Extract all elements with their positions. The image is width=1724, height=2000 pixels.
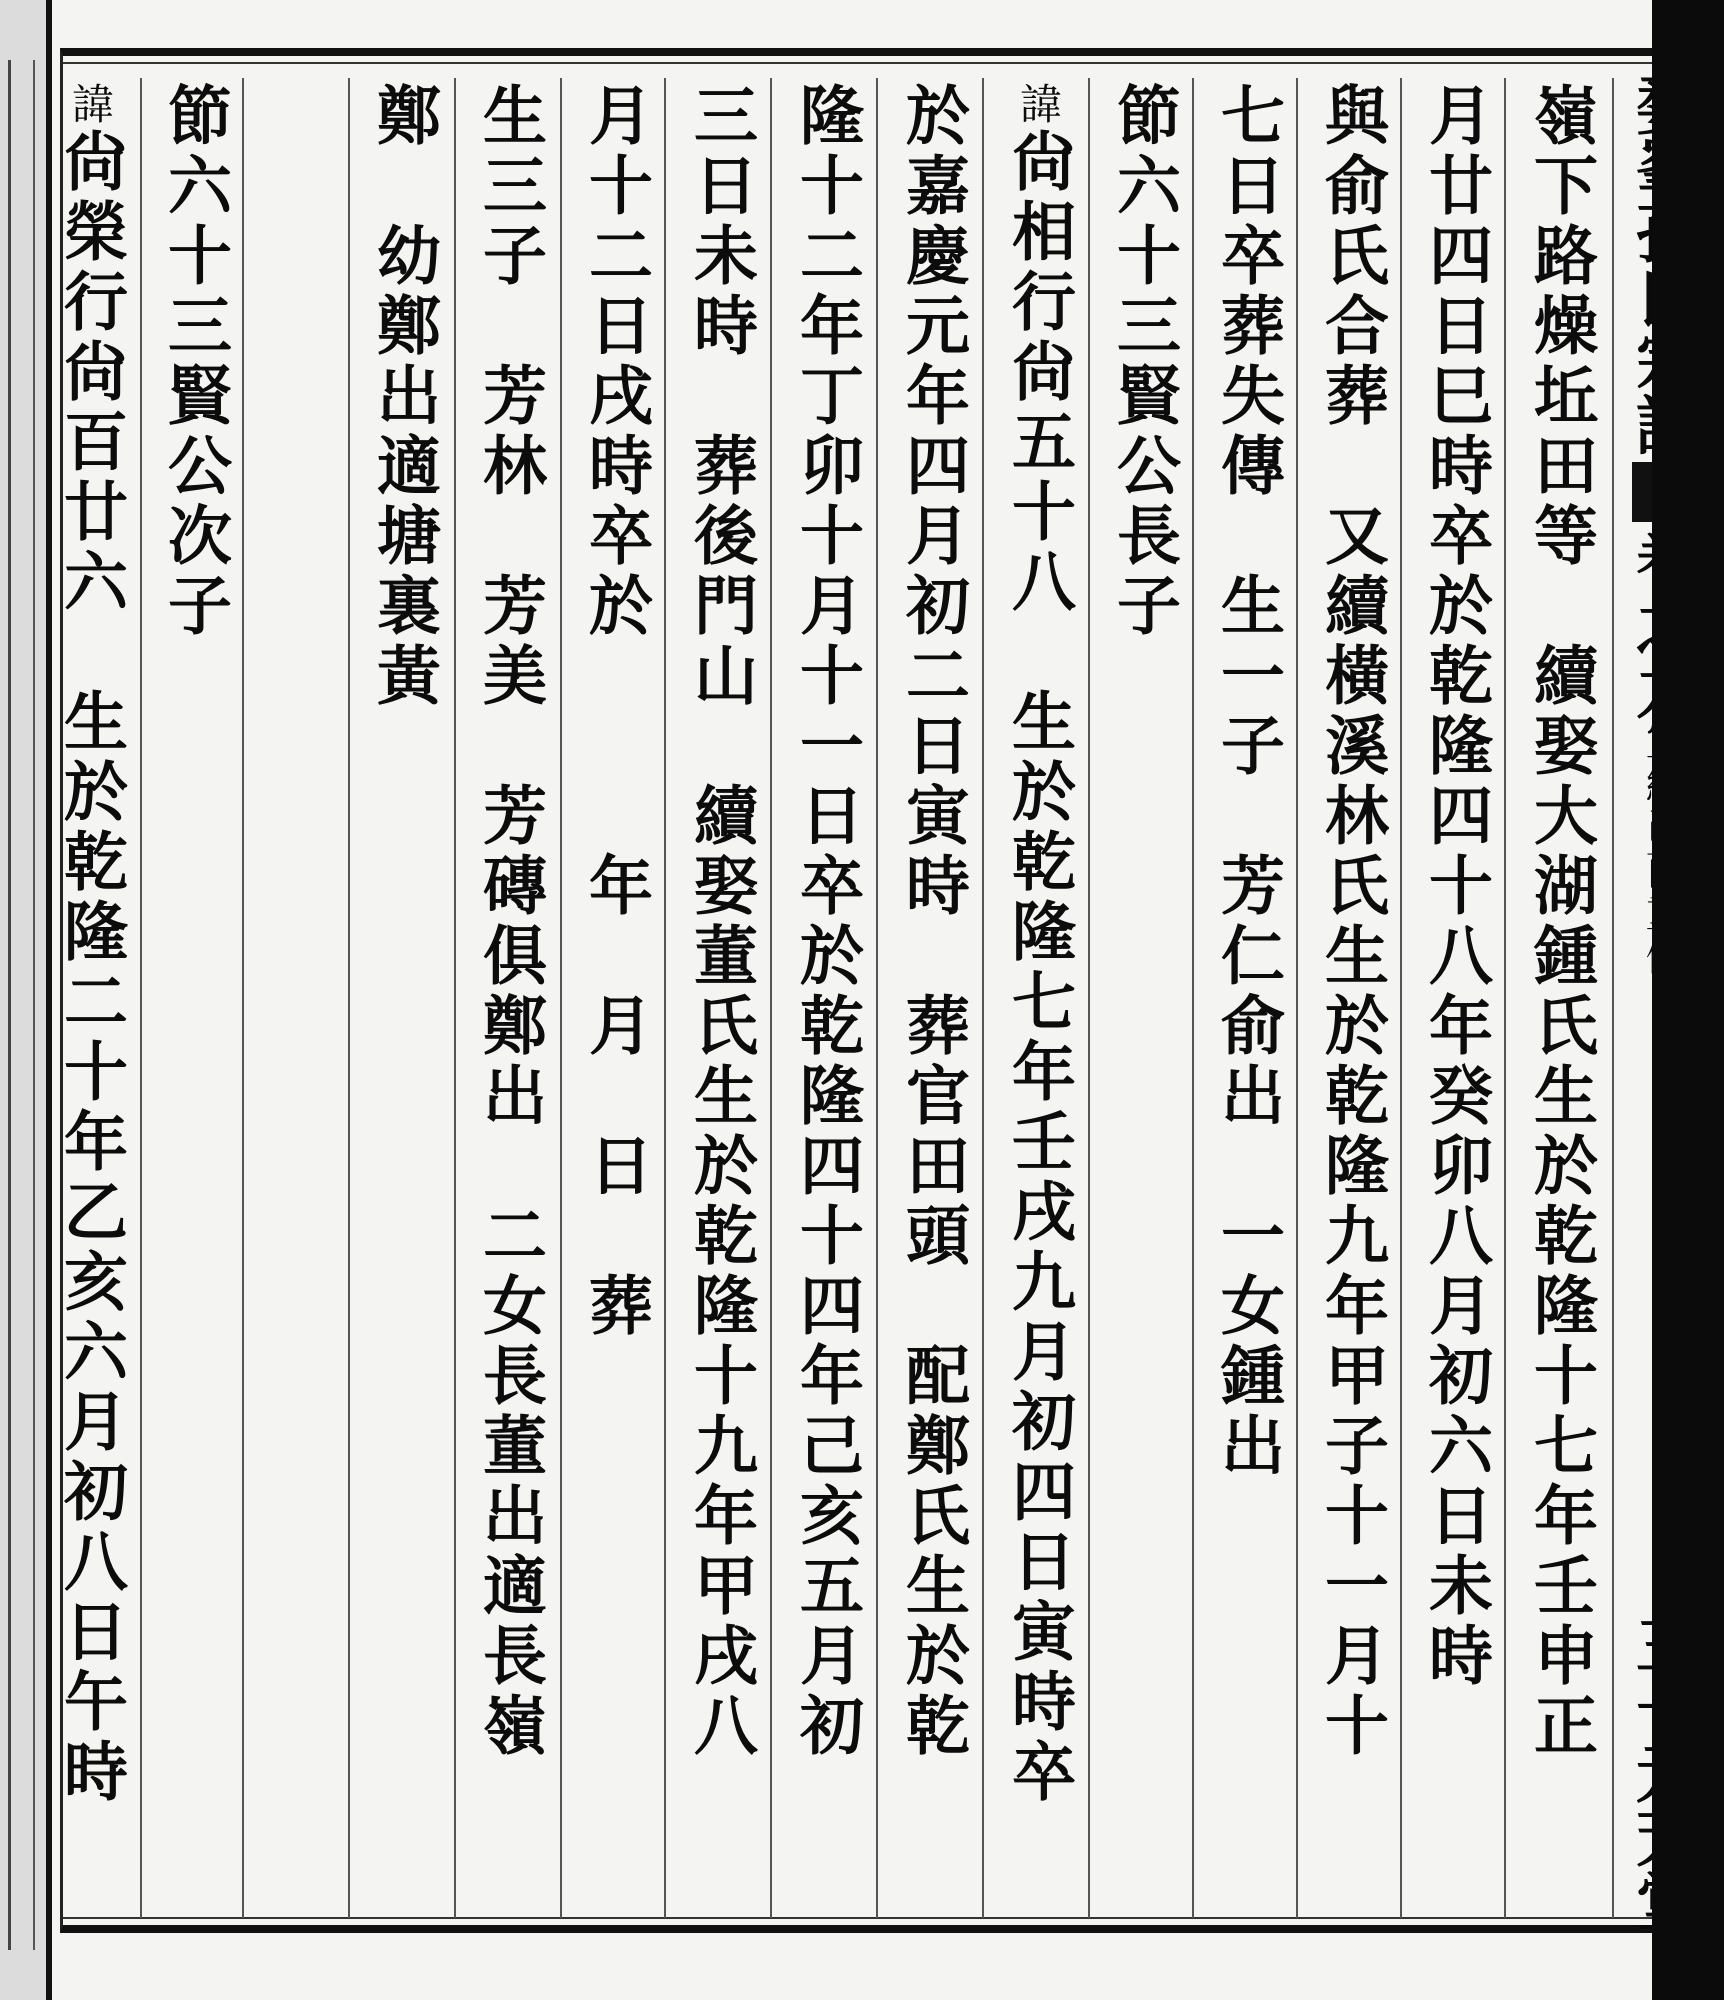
text-column-5: 節六十三賢公長子 (1106, 82, 1181, 642)
text-column-7: 於嘉慶元年四月初二日寅時 葬官田頭 配鄭氏生於乾 (895, 82, 970, 1762)
text-column-13 (246, 82, 350, 1922)
text-column-1: 嶺下路燥坵田等 續娶大湖鍾氏生於乾隆十七年壬申正 (1523, 82, 1598, 1762)
genealogy-page (52, 0, 1652, 2000)
text-column-11: 生三子 芳林 芳美 芳磚俱鄭出 二女長董出適長嶺 (472, 82, 547, 1762)
text-column-10: 月十二日戌時卒於 年 月 日 葬 (578, 82, 653, 1342)
text-column-9: 三日未時 葬後門山 續娶董氏生於乾隆十九年甲戌八 (683, 82, 758, 1762)
text-column-3: 與俞氏合葬 又續橫溪林氏生於乾隆九年甲子十一月十 (1314, 82, 1389, 1762)
text-column-4: 七日卒葬失傳 生一子 芳仁俞出 一女鍾出 (1210, 82, 1285, 1482)
text-column-2: 月廿四日巳時卒於乾隆四十八年癸卯八月初六日未時 (1418, 82, 1493, 1692)
book-spine-shadow (1652, 0, 1724, 2000)
text-column-6: 諱尙相行尙五十八 生於乾隆七年壬戌九月初四日寅時卒 (1001, 82, 1076, 1808)
text-column-8: 隆十二年丁卯十月十一日卒於乾隆四十四年己亥五月初 (789, 82, 864, 1762)
text-column-15: 諱尙榮行尙百廿六 生於乾隆二十年乙亥六月初八日午時 (53, 82, 128, 1808)
text-column-12: 鄭 幼鄭出適塘裏黃 (366, 82, 441, 712)
text-column-14: 節六十三賢公次子 (157, 82, 232, 642)
